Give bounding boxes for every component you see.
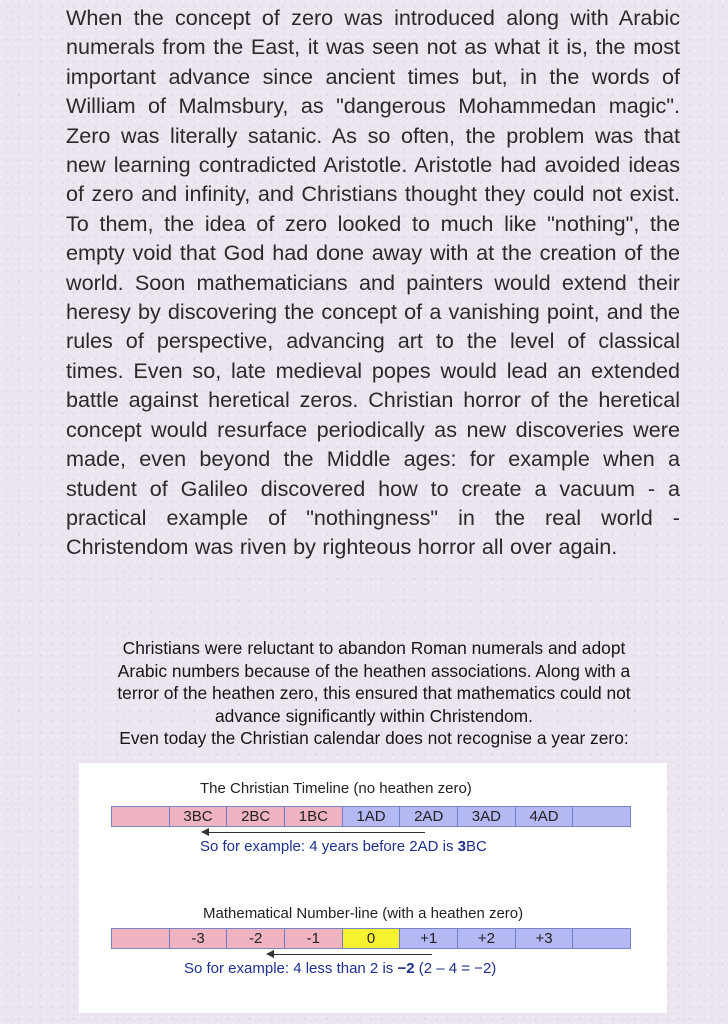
timeline-bar xyxy=(111,806,631,827)
note-text: (2 – 4 = −2) xyxy=(414,960,497,977)
numberline-cell: +1 xyxy=(400,929,458,948)
caption-line: advance significantly within Christendom. xyxy=(214,705,534,726)
numberline-title: Mathematical Number-line (with a heathen zero) xyxy=(203,905,524,922)
caption xyxy=(50,637,698,750)
numberline-cell: +3 xyxy=(516,929,574,948)
timeline-title: The Christian Timeline (no heathen zero) xyxy=(200,780,472,797)
arrow-left-icon xyxy=(266,950,274,958)
numberline-arrow-line xyxy=(272,954,432,955)
body-paragraph: When the concept of zero was introduced along with Arabic numerals from the East, it was seen not as what it is, the most important advance since ancient times but, in the words of William of Malmsbury, as "dangerous Mohammedan magic". Zero was literally satanic. As so often, the problem was that new learning contradicted Aristotle. Aristotle had avoided ideas of zero and infinity, and Christians thought they could not exist. To them, the idea of zero looked to much like "nothing", the empty void that God had done away with at the creation of the world. Soon mathematicians and painters would extend their heresy by discovering the concept of a vanishing point, and the rules of perspective, advancing art to the level of classical times. Even so, late medieval popes would lead an extended battle against heretical zeros. Christian horror of the heretical concept would resurface periodically as new discoveries were made, even beyond the Middle ages: for example when a student of Galileo discovered how to create a vacuum - a practical example of "nothingness" in the real world - Christendom was riven by righteous horror all over again. xyxy=(66,5,680,560)
timeline-cell: 3AD xyxy=(458,807,516,826)
numberline-cell: -3 xyxy=(170,929,228,948)
note-bold-value: −2 xyxy=(397,960,415,977)
numberline-bar xyxy=(111,928,631,949)
caption-line: Even today the Christian calendar does not recognise a year zero: xyxy=(119,728,629,749)
note-text: BC xyxy=(465,838,487,855)
note-bold-value: 3 xyxy=(457,838,466,855)
timeline-cell: 2AD xyxy=(400,807,458,826)
numberline-cell xyxy=(573,929,630,948)
timeline-cell xyxy=(112,807,170,826)
note-text: So for example: 4 years before 2AD is xyxy=(200,838,458,855)
timeline-cell: 3BC xyxy=(170,807,228,826)
arrow-left-icon xyxy=(201,828,209,836)
caption-line: terror of the heathen zero, this ensured that mathematics could not xyxy=(117,683,631,704)
caption-line: Arabic numbers because of the heathen associations. Along with a xyxy=(117,660,631,681)
caption-line: Christians were reluctant to abandon Roman numerals and adopt xyxy=(122,638,626,658)
timeline-figure xyxy=(79,763,667,1013)
numberline-example-note xyxy=(184,960,496,977)
numberline-cell: +2 xyxy=(458,929,516,948)
numberline-cell-zero: 0 xyxy=(343,929,401,948)
note-text: So for example: 4 less than 2 is xyxy=(184,960,398,977)
timeline-arrow-line xyxy=(207,832,425,833)
numberline-cell xyxy=(112,929,170,948)
numberline-cell: -2 xyxy=(227,929,285,948)
timeline-example-note xyxy=(200,838,487,855)
timeline-cell: 4AD xyxy=(516,807,574,826)
timeline-cell: 2BC xyxy=(227,807,285,826)
numberline-cell: -1 xyxy=(285,929,343,948)
timeline-cell xyxy=(573,807,630,826)
timeline-cell: 1BC xyxy=(285,807,343,826)
timeline-cell: 1AD xyxy=(343,807,401,826)
